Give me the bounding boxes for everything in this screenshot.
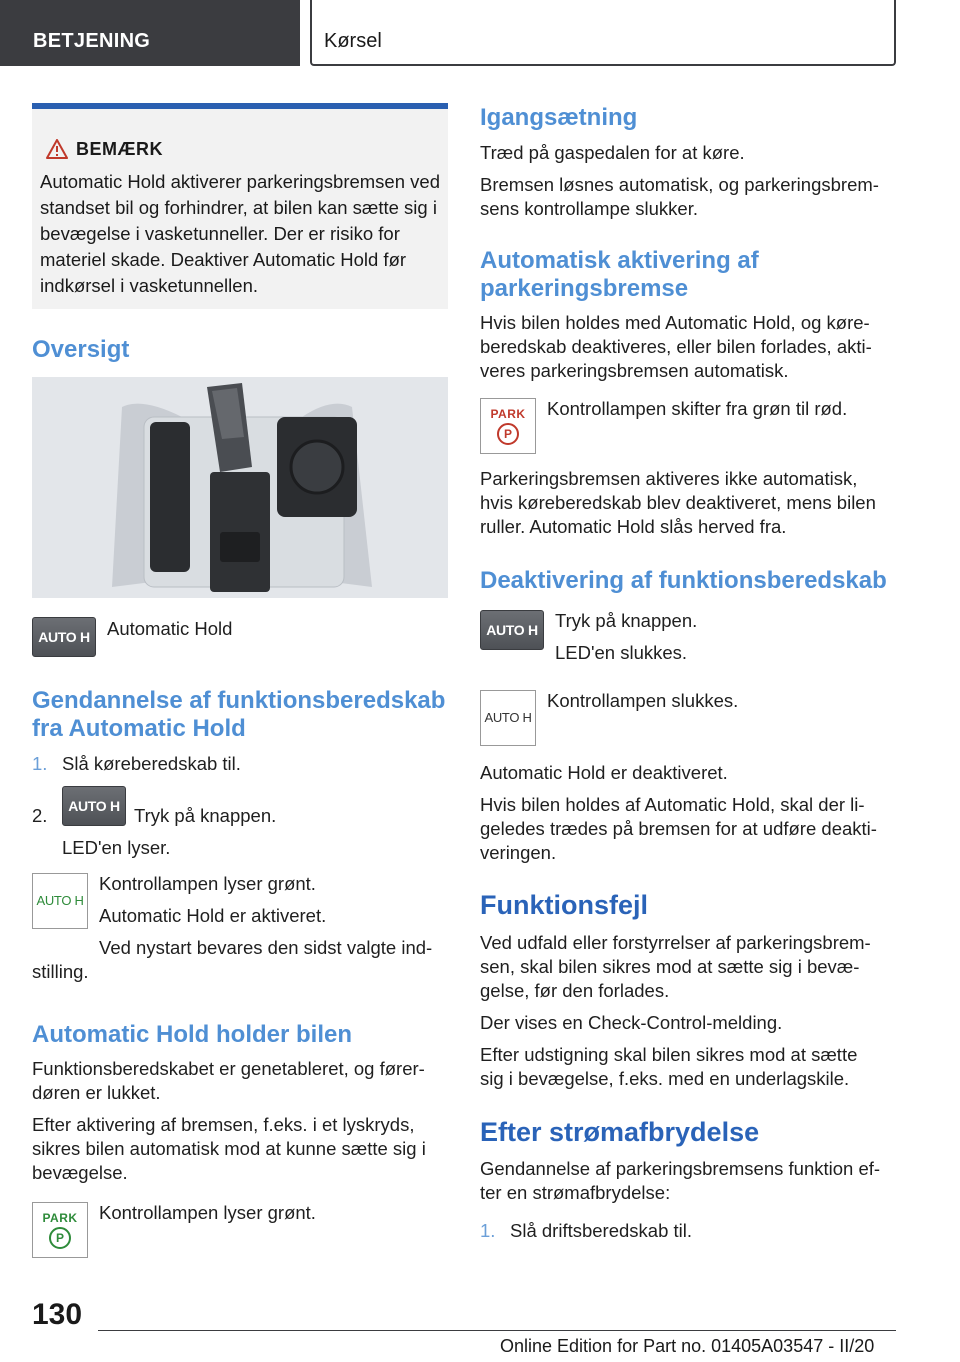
start-heading: Igangsætning xyxy=(480,104,638,131)
auto-h-button-icon: AUTO H xyxy=(32,617,96,657)
park-label: PARK xyxy=(42,1211,78,1225)
start-p1: Træd på gaspedalen for at køre. xyxy=(480,142,745,163)
step-number: 1. xyxy=(32,753,48,774)
park-green-indicator-icon xyxy=(32,1202,88,1258)
warning-title: BEMÆRK xyxy=(76,139,163,159)
holds-p2-line2: sikres bilen automatisk mod at kunne sætte sig i xyxy=(32,1138,426,1159)
fault-p3-line1: Efter udstigning skal bilen sikres mod at sætte xyxy=(480,1044,858,1065)
step-number: 1. xyxy=(480,1220,496,1241)
auto-act-p1-line2: beredskab deaktiveres, eller bilen forlades, akti- xyxy=(480,336,872,357)
power-step-1 xyxy=(480,1218,692,1244)
center-console-photo xyxy=(32,377,448,598)
overview-heading: Oversigt xyxy=(32,336,130,363)
footer-divider xyxy=(98,1330,896,1331)
auto-act-p1-line3: veres parkeringsbremsen automatisk. xyxy=(480,360,789,381)
auto-h-button-icon: AUTO H xyxy=(62,786,126,826)
header-chapter-tab xyxy=(310,0,896,66)
park-symbol: P xyxy=(497,423,519,445)
auto-h-green-indicator-icon: AUTO H xyxy=(32,873,88,929)
park-label: PARK xyxy=(490,407,526,421)
fault-heading: Funktionsfejl xyxy=(480,890,648,920)
step-text: Slå driftsberedskab til. xyxy=(510,1220,693,1241)
warning-box xyxy=(32,103,448,309)
power-p1-line2: ter en strømafbrydelse: xyxy=(480,1182,671,1203)
start-p2-line2: sens kontrollampe slukker. xyxy=(480,198,698,219)
deact-p2-line2: geledes trædes på bremsen for at udføre deakti- xyxy=(480,818,877,839)
restore-heading-line2: fra Automatic Hold xyxy=(32,715,246,742)
deact-press-text: Tryk på knappen. xyxy=(555,610,698,631)
page-number: 130 xyxy=(32,1298,83,1331)
auto-act-p2-line2: hvis køreberedskab blev deaktiveret, mens bilen xyxy=(480,492,876,513)
auto-act-p1-line1: Hvis bilen holdes med Automatic Hold, og køre- xyxy=(480,312,870,333)
fault-p1-line3: gelse, før den forlades. xyxy=(480,980,670,1001)
holds-p2-line3: bevægelse. xyxy=(32,1162,128,1183)
restart-text-line2: stilling. xyxy=(32,961,89,982)
deact-lamp-text: Kontrollampen slukkes. xyxy=(547,690,739,711)
start-p2-line1: Bremsen løsnes automatisk, og parkeringsbrem- xyxy=(480,174,879,195)
restore-step-1 xyxy=(32,751,241,777)
power-heading: Efter strømafbrydelse xyxy=(480,1117,760,1147)
deact-heading: Deaktivering af funktionsberedskab xyxy=(480,567,887,594)
warning-triangle-icon xyxy=(46,139,68,164)
power-p1-line1: Gendannelse af parkeringsbremsens funktion ef- xyxy=(480,1158,881,1179)
fault-p1-line2: sen, skal bilen sikres mod at sætte sig i bevæ- xyxy=(480,956,860,977)
lamp-change-text: Kontrollampen skifter fra grøn til rød. xyxy=(547,398,848,419)
deact-p1: Automatic Hold er deaktiveret. xyxy=(480,762,728,783)
lamp-green-text: Kontrollampen lyser grønt. xyxy=(99,873,316,894)
deact-p2-line3: veringen. xyxy=(480,842,557,863)
fault-p3-line2: sig i bevægelse, f.eks. med en underlagskile. xyxy=(480,1068,850,1089)
auto-h-off-indicator-icon: AUTO H xyxy=(480,690,536,746)
restart-text-line1: Ved nystart bevares den sidst valgte ind- xyxy=(99,937,433,958)
activated-text: Automatic Hold er aktiveret. xyxy=(99,905,327,926)
holds-p2-line1: Efter aktivering af bremsen, f.eks. i et lyskryds, xyxy=(32,1114,415,1135)
lamp-green-text-2: Kontrollampen lyser grønt. xyxy=(99,1202,316,1223)
deact-p2-line1: Hvis bilen holdes af Automatic Hold, skal der li- xyxy=(480,794,865,815)
auto-act-heading-line1: Automatisk aktivering af xyxy=(480,247,759,274)
holds-p1-line1: Funktionsberedskabet er genetableret, og fører- xyxy=(32,1058,425,1079)
led-on-text: LED'en lyser. xyxy=(62,837,171,858)
auto-act-heading-line2: parkeringsbremse xyxy=(480,275,689,302)
restore-heading-line1: Gendannelse af funktionsberedskab xyxy=(32,687,446,714)
footer-edition: Online Edition for Part no. 01405A03547 - II/20 xyxy=(500,1336,875,1356)
header-chapter-label: Kørsel xyxy=(324,30,382,52)
holds-heading: Automatic Hold holder bilen xyxy=(32,1021,353,1048)
fault-p1-line1: Ved udfald eller forstyrrelser af parkeringsbrem- xyxy=(480,932,871,953)
fault-p2: Der vises en Check-Control-melding. xyxy=(480,1012,783,1033)
auto-h-button-icon: AUTO H xyxy=(480,610,544,650)
auto-act-p2-line3: ruller. Automatic Hold slås herved fra. xyxy=(480,516,787,537)
restore-step-2-text: Tryk på knappen. xyxy=(134,805,277,826)
auto-hold-caption: Automatic Hold xyxy=(107,618,233,639)
restore-step-2-number: 2. xyxy=(32,805,48,826)
holds-p1-line2: døren er lukket. xyxy=(32,1082,161,1103)
auto-act-p2-line1: Parkeringsbremsen aktiveres ikke automatisk, xyxy=(480,468,858,489)
deact-led-text: LED'en slukkes. xyxy=(555,642,688,663)
park-red-indicator-icon xyxy=(480,398,536,454)
header-section-tab xyxy=(0,0,300,66)
warning-body: Automatic Hold aktiverer parkeringsbremsen ved standset bil og forhindrer, at bilen kan sætte sig i bevægelse i vasketunneller. Der er risiko for materiel skade. Deaktiver Automatic Hold før indkørsel i vasketunnellen. xyxy=(40,171,440,296)
step-text: Slå køreberedskab til. xyxy=(62,753,241,774)
header-section-label: BETJENING xyxy=(33,30,151,52)
park-symbol: P xyxy=(49,1227,71,1249)
